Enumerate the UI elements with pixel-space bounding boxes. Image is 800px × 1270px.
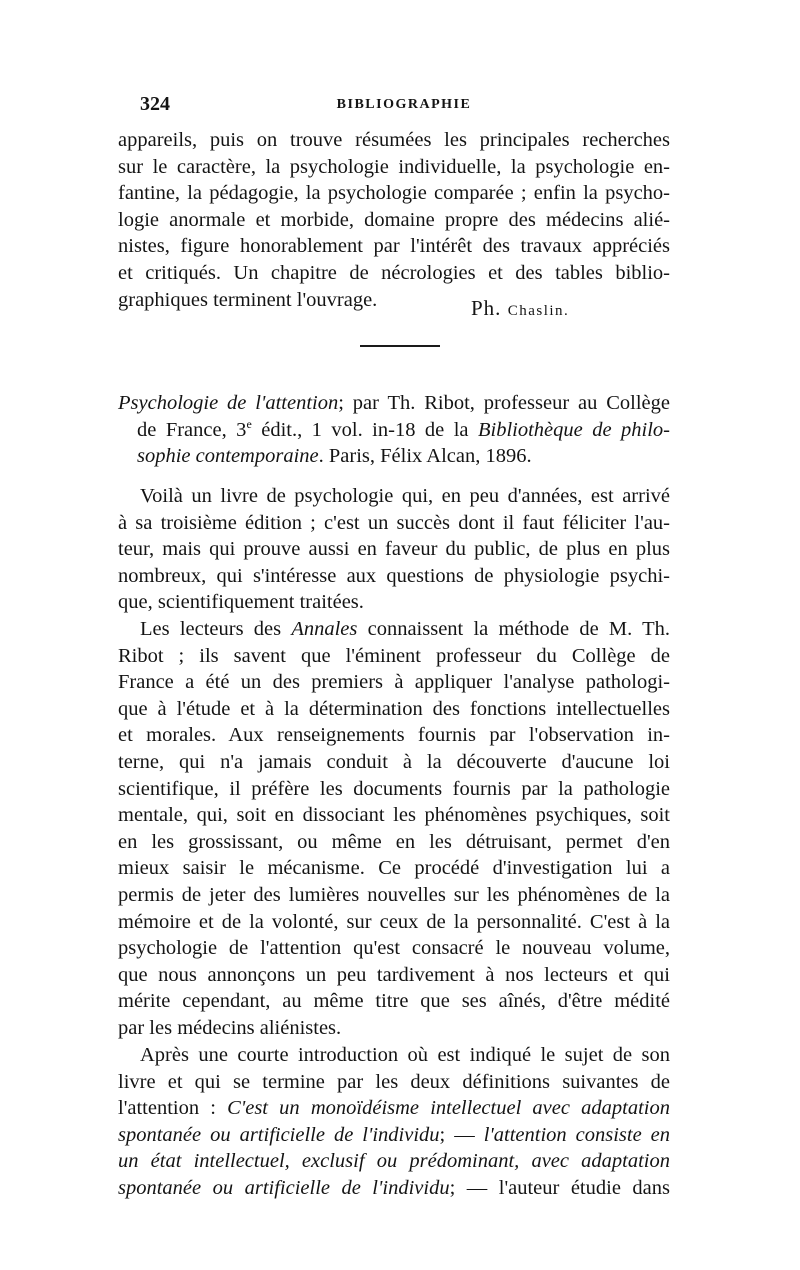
text-line: permis de jeter des lumières nouvelles sur les phénomènes de la	[118, 883, 670, 906]
text-line: graphiques terminent l'ouvrage.	[118, 288, 378, 311]
text-line: sur le caractère, la psychologie individuelle, la psychologie en-	[118, 155, 670, 178]
series-title-cont: sophie contemporaine	[137, 445, 319, 468]
text-line: spontanée ou artificielle de l'individu; — l'attention consiste en	[118, 1123, 670, 1146]
text-line: que, scientifiquement traitées.	[118, 591, 364, 614]
running-head: BIBLIOGRAPHIE	[336, 97, 472, 112]
text-line: nombreux, qui s'intéresse aux questions de physiologie psychi-	[118, 564, 670, 587]
text-line: par les médecins aliénistes.	[118, 1016, 342, 1039]
text-line: que à l'étude et à la détermination des fonctions intellectuelles	[118, 697, 670, 720]
section-divider	[360, 345, 440, 347]
journal-title: Annales	[291, 618, 358, 640]
reference-line: Psychologie de l'attention; par Th. Ribot, professeur au Collège	[118, 392, 670, 414]
reference-line: sophie contemporaine. Paris, Félix Alcan, 1896.	[137, 445, 532, 468]
text-line: à sa troisième édition ; c'est un succès dont il faut féliciter l'au-	[118, 511, 670, 534]
top-paragraph	[118, 127, 670, 313]
text-line: logie anormale et morbide, domaine propre des médecins alié-	[118, 208, 670, 231]
reference-line: de France, 3e édit., 1 vol. in-18 de la Bibliothèque de philo-	[137, 416, 670, 441]
text-line: Voilà un livre de psychologie qui, en peu d'années, est arrivé	[140, 485, 670, 507]
text-line: psychologie de l'attention qu'est consacré le nouveau volume,	[118, 937, 670, 960]
text-line: et critiqués. Un chapitre de nécrologies et des tables biblio-	[118, 261, 670, 284]
author-signature	[471, 296, 569, 321]
bibliographic-reference	[118, 390, 670, 470]
text-line: Les lecteurs des Annales connaissent la méthode de M. Th.	[140, 618, 670, 640]
text-line: teur, mais qui prouve aussi en faveur du public, de plus en plus	[118, 538, 670, 561]
book-title: Psychologie de l'attention	[118, 392, 339, 414]
text-line: mieux saisir le mécanisme. Ce procédé d'investigation lui a	[118, 857, 670, 880]
text-line: spontanée ou artificielle de l'individu; — l'auteur étudie dans	[118, 1176, 670, 1199]
review-paragraph-1	[118, 483, 670, 616]
text-line: mentale, qui, soit en dissociant les phénomènes psychiques, soit	[118, 804, 670, 827]
text-line: nistes, figure honorablement par l'intérêt des travaux appréciés	[118, 235, 670, 258]
text-line: livre et qui se termine par les deux définitions suivantes de	[118, 1070, 670, 1093]
text-line: mérite cependant, au même titre que ses aînés, d'être médité	[118, 990, 670, 1013]
signature-initial: Ph.	[471, 296, 502, 320]
review-paragraph-2	[118, 616, 670, 1042]
text-line: l'attention : C'est un monoïdéisme intellectuel avec adaptation	[118, 1097, 670, 1120]
text-line: que nous annonçons un peu tardivement à nos lecteurs et qui	[118, 963, 670, 986]
series-title: Bibliothèque de philo-	[478, 418, 670, 441]
text-line: mémoire et de la volonté, sur ceux de la personnalité. C'est à la	[118, 910, 670, 933]
text-line: scientifique, il préfère les documents fournis par la pathologie	[118, 777, 670, 800]
page-header	[140, 93, 668, 121]
page-number: 324	[140, 93, 170, 115]
text-line: Après une courte introduction où est indiqué le sujet de son	[140, 1044, 670, 1066]
review-paragraph-3	[118, 1042, 670, 1202]
text-line: et morales. Aux renseignements fournis par l'observation in-	[118, 724, 670, 747]
text-line: fantine, la pédagogie, la psychologie comparée ; enfin la psycho-	[118, 182, 670, 205]
text-line: Ribot ; ils savent que l'éminent professeur du Collège de	[118, 644, 670, 667]
text-line: en les grossissant, ou même en les détruisant, permet d'en	[118, 830, 670, 853]
text-line: terne, qui n'a jamais conduit à la découverte d'aucune loi	[118, 750, 670, 773]
text-line: appareils, puis on trouve résumées les principales recherches	[118, 129, 670, 151]
text-line: un état intellectuel, exclusif ou prédominant, avec adaptation	[118, 1150, 670, 1173]
signature-surname: Chaslin.	[507, 303, 570, 319]
text-line: France a été un des premiers à appliquer l'analyse pathologi-	[118, 671, 670, 694]
